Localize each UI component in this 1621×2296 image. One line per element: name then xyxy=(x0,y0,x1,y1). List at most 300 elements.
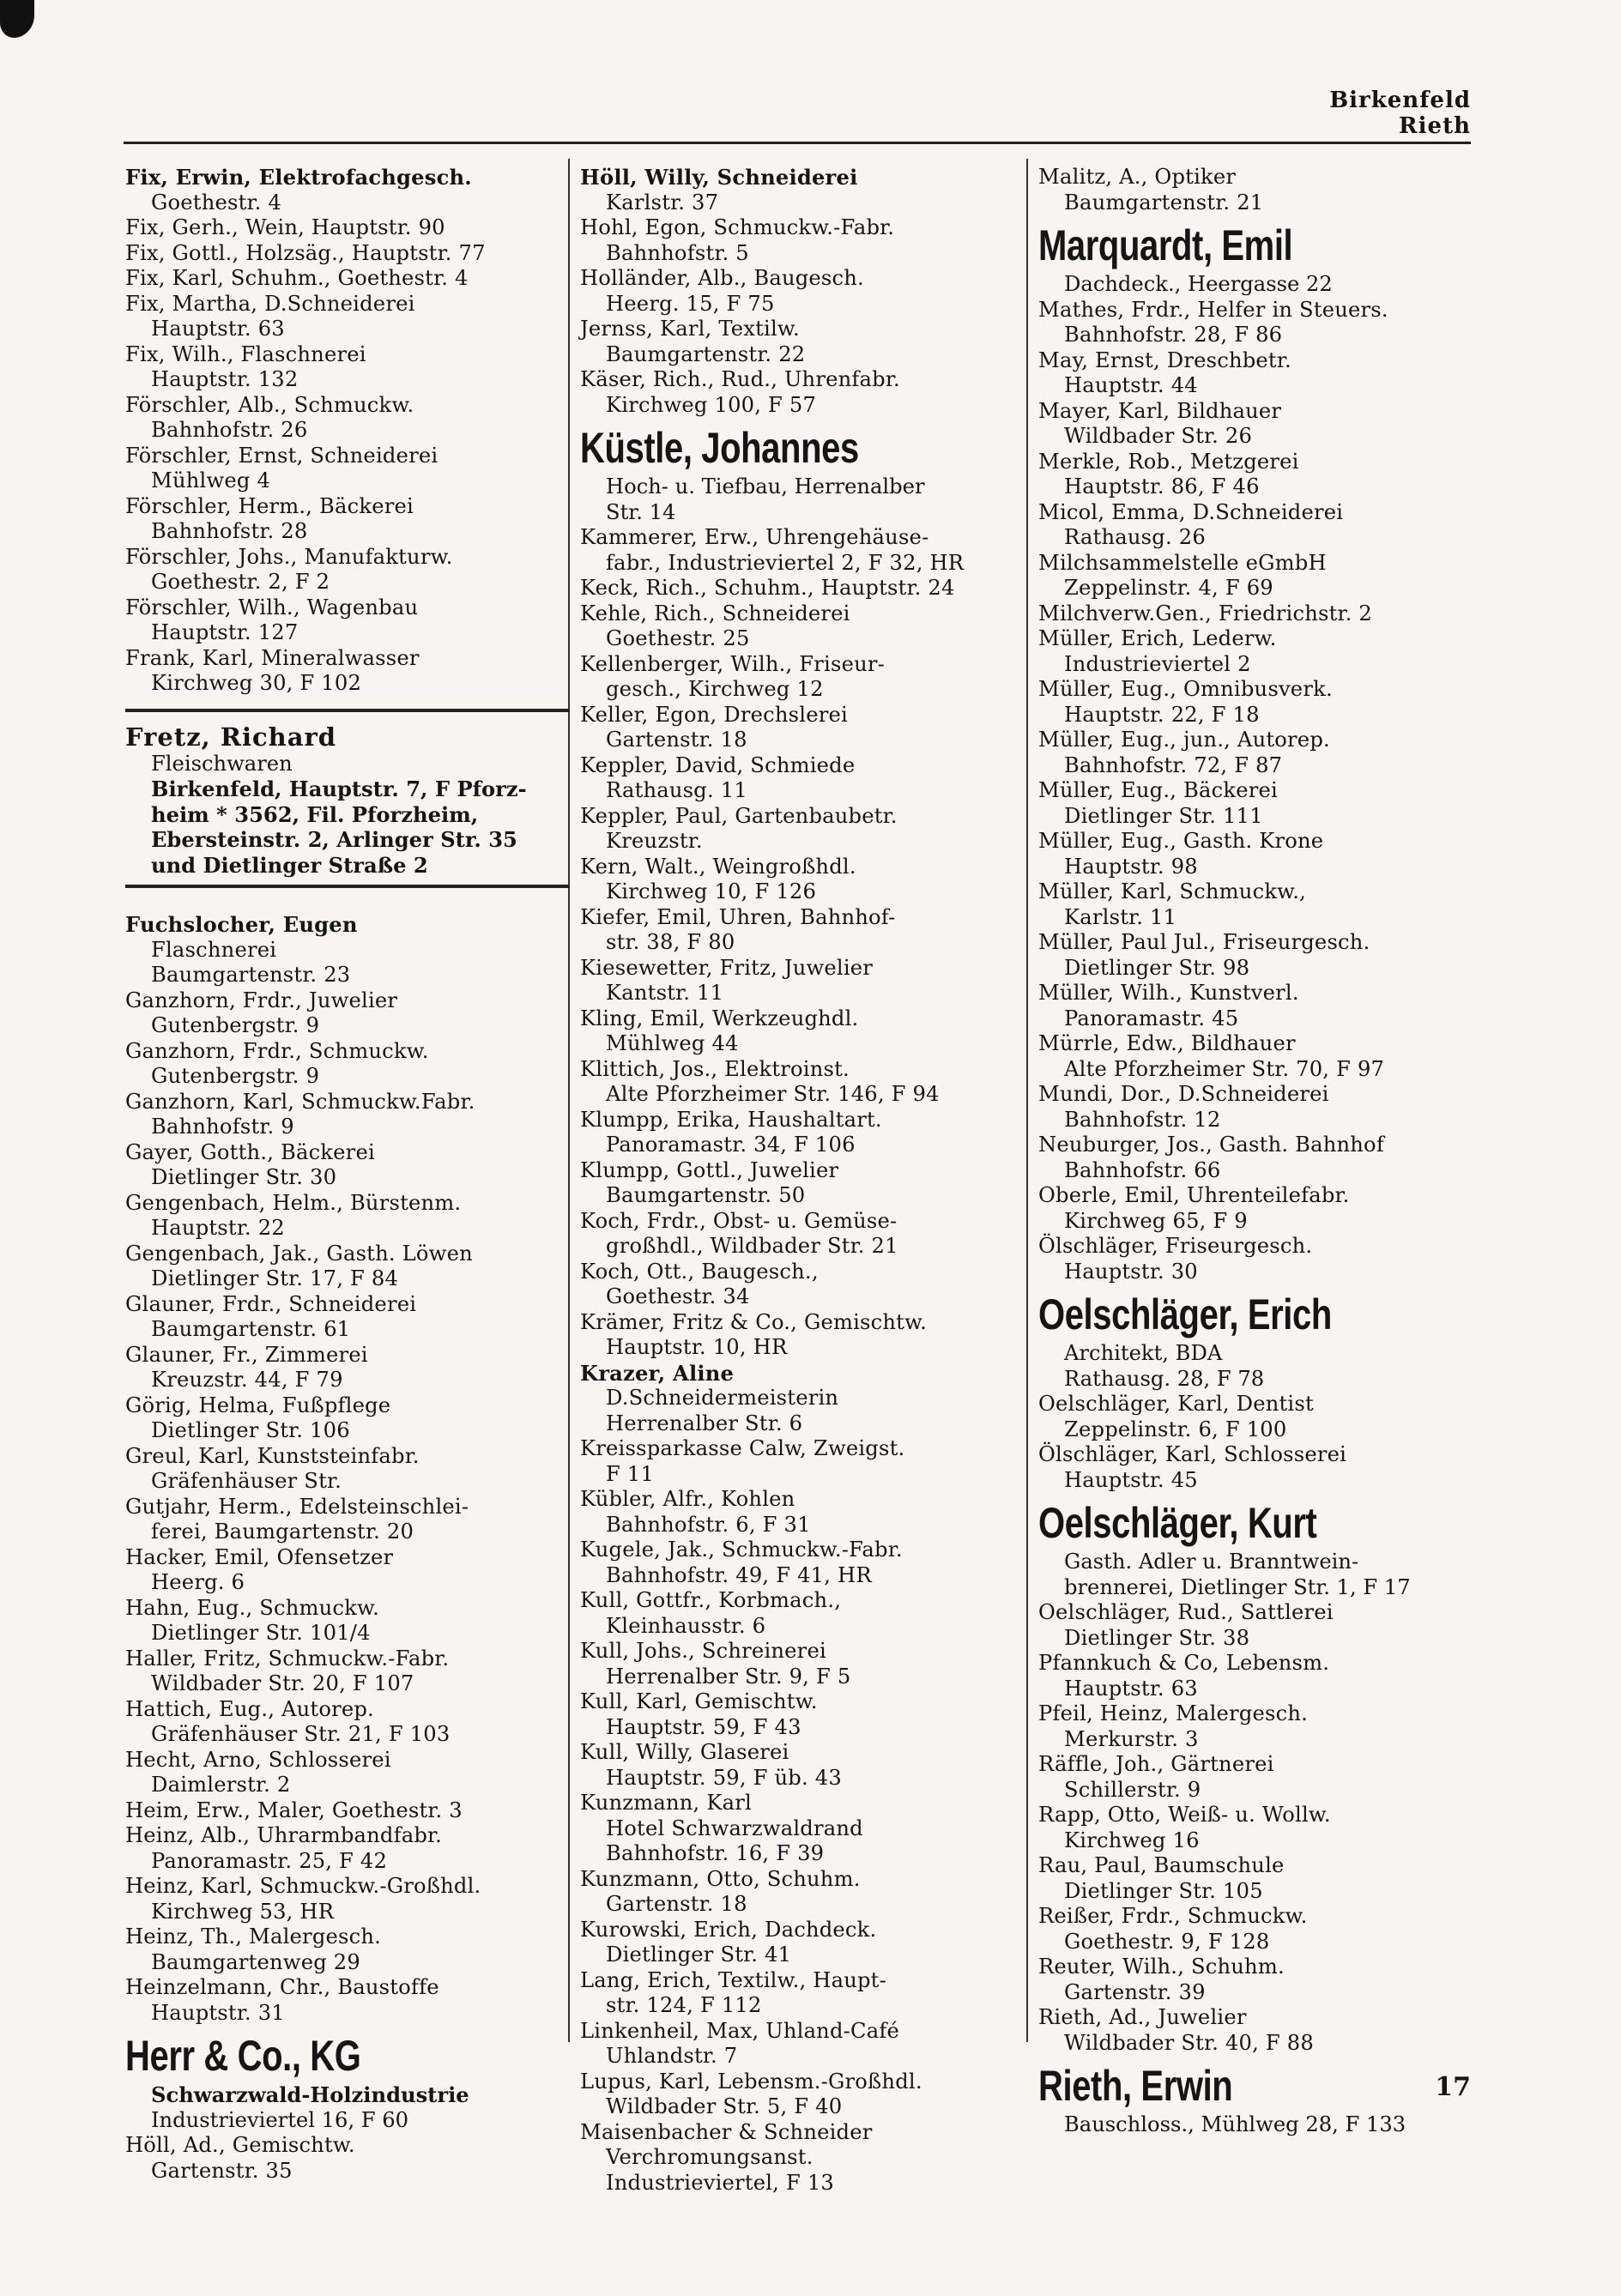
entry-detail: Schillerstr. 9 xyxy=(1064,1777,1201,1802)
entry-detail: Dietlinger Str. 41 xyxy=(606,1943,792,1967)
directory-entry xyxy=(125,1924,570,1975)
directory-entry xyxy=(125,266,570,292)
directory-entry xyxy=(580,956,1025,1006)
entry-name: Micol, Emma, D.Schneiderei xyxy=(1038,499,1344,524)
entry-detail: Karlstr. 11 xyxy=(1064,904,1177,929)
entry-name: Gutjahr, Herm., Edelsteinschlei- xyxy=(125,1494,469,1519)
directory-entry xyxy=(125,912,570,988)
featured-name: Marquardt, Emil xyxy=(1038,221,1293,269)
entry-name: Hattich, Eug., Autorep. xyxy=(125,1696,374,1721)
directory-entry xyxy=(125,1090,570,1140)
entry-detail: Hauptstr. 127 xyxy=(151,620,299,644)
entry-list xyxy=(1038,1600,1483,2056)
entry-name: Kugele, Jak., Schmuckw.-Fabr. xyxy=(580,1538,903,1562)
directory-entry xyxy=(1038,677,1483,728)
entry-name: Kull, Johs., Schreinerei xyxy=(580,1639,826,1663)
entry-name: Fuchslocher, Eugen xyxy=(125,912,358,937)
entry-name: Reißer, Frdr., Schmuckw. xyxy=(1038,1904,1308,1928)
directory-entry xyxy=(125,545,570,595)
entry-detail: Goethestr. 4 xyxy=(151,190,282,214)
directory-entry xyxy=(1038,1031,1483,1082)
entry-detail: Kirchweg 65, F 9 xyxy=(1064,1208,1248,1233)
entry-detail: Gartenstr. 35 xyxy=(151,2158,293,2183)
column-1 xyxy=(125,165,570,2184)
directory-entry xyxy=(125,342,570,393)
directory-entry xyxy=(1038,1392,1483,1442)
entry-name: Förschler, Alb., Schmuckw. xyxy=(125,392,414,417)
entry-detail: Kantstr. 11 xyxy=(606,981,724,1005)
directory-entry xyxy=(1038,1752,1483,1803)
directory-entry xyxy=(125,215,570,241)
directory-entry xyxy=(580,2069,1025,2120)
entry-name: Rau, Paul, Baumschule xyxy=(1038,1853,1285,1877)
directory-entry xyxy=(125,1596,570,1646)
directory-entry xyxy=(1038,399,1483,450)
entry-detail: Gartenstr. 18 xyxy=(606,1892,747,1916)
entry-name: Kammerer, Erw., Uhrengehäuse- xyxy=(580,525,929,549)
entry-detail: Dietlinger Str. 106 xyxy=(151,1418,350,1442)
entry-name: Milchsammelstelle eGmbH xyxy=(1038,550,1327,575)
entry-name: Milchverw.Gen., Friedrichstr. 2 xyxy=(1038,601,1373,625)
entry-detail: Hauptstr. 22 xyxy=(151,1216,285,1240)
entry-detail: Dietlinger Str. 38 xyxy=(1064,1625,1250,1650)
entry-name: Höll, Ad., Gemischtw. xyxy=(125,2133,355,2157)
entry-name: Pfannkuch & Co, Lebensm. xyxy=(1038,1651,1330,1675)
directory-entry xyxy=(580,1361,1025,1437)
entry-detail: Bahnhofstr. 28, F 86 xyxy=(1064,323,1283,347)
entry-name: Hacker, Emil, Ofensetzer xyxy=(125,1544,394,1569)
entry-detail: Hauptstr. 30 xyxy=(1064,1259,1198,1284)
entry-detail: Karlstr. 37 xyxy=(606,190,719,214)
entry-detail: Dietlinger Str. 98 xyxy=(1064,955,1250,980)
entry-name: Heinz, Karl, Schmuckw.-Großhdl. xyxy=(125,1874,481,1898)
entry-detail: Gräfenhäuser Str. 21, F 103 xyxy=(151,1722,451,1746)
entry-name: Maisenbacher & Schneider xyxy=(580,2119,873,2144)
entry-detail: Kirchweg 100, F 57 xyxy=(606,392,817,417)
ad-line: Birkenfeld, Hauptstr. 7, F Pforz- xyxy=(151,776,527,801)
directory-entry xyxy=(1038,930,1483,981)
entry-detail: Bahnhofstr. 6, F 31 xyxy=(606,1512,811,1537)
entry-name: Ölschläger, Friseurgesch. xyxy=(1038,1234,1313,1258)
entry-name: Kunzmann, Karl xyxy=(580,1791,752,1815)
directory-entry xyxy=(125,2133,570,2184)
directory-entry xyxy=(125,444,570,494)
entry-detail: Mühlweg 4 xyxy=(151,468,271,492)
entry-name: Fix, Erwin, Elektrofachgesch. xyxy=(125,165,472,190)
featured-line: Dachdeck., Heergasse 22 xyxy=(1064,272,1333,296)
directory-entry xyxy=(125,1545,570,1596)
entry-detail: Hauptstr. 31 xyxy=(151,2000,285,2025)
directory-entry xyxy=(580,1689,1025,1740)
entry-name: Heinz, Th., Malergesch. xyxy=(125,1924,382,1949)
directory-entry xyxy=(580,753,1025,804)
entry-name: Heim, Erw., Maler, Goethestr. 3 xyxy=(125,1798,463,1822)
entry-name: Görig, Helma, Fußpflege xyxy=(125,1393,391,1417)
directory-entry xyxy=(580,1436,1025,1487)
directory-entry xyxy=(125,1292,570,1343)
directory-entry xyxy=(125,1697,570,1748)
featured-line: Rathausg. 28, F 78 xyxy=(1064,1366,1265,1391)
entry-detail: Gartenstr. 18 xyxy=(606,728,747,752)
directory-entry xyxy=(580,1108,1025,1158)
directory-entry xyxy=(1038,778,1483,829)
entry-name: Hahn, Eug., Schmuckw. xyxy=(125,1595,379,1620)
entry-name: Keppler, Paul, Gartenbaubetr. xyxy=(580,803,898,828)
entry-detail: Goethestr. 25 xyxy=(606,626,750,650)
directory-entry xyxy=(1038,981,1483,1031)
entry-name: Linkenheil, Max, Uhland-Café xyxy=(580,2018,900,2043)
directory-entry xyxy=(580,855,1025,905)
entry-detail: Hotel Schwarzwaldrand xyxy=(606,1816,863,1840)
entry-name: Krämer, Fritz & Co., Gemischtw. xyxy=(580,1309,928,1334)
entry-detail: Heerg. 6 xyxy=(151,1570,245,1594)
directory-entry xyxy=(580,1487,1025,1538)
directory-entry xyxy=(125,1798,570,1824)
entry-name: Fix, Wilh., Flaschnerei xyxy=(125,341,366,366)
entry-name: Müller, Karl, Schmuckw., xyxy=(1038,879,1306,903)
directory-entry xyxy=(1038,1955,1483,2005)
entry-detail: Dietlinger Str. 30 xyxy=(151,1165,337,1189)
entry-name: Keppler, David, Schmiede xyxy=(580,752,856,777)
entry-name: Gengenbach, Jak., Gasth. Löwen xyxy=(125,1241,473,1266)
ad-line: heim * 3562, Fil. Pforzheim, xyxy=(151,801,479,827)
directory-entry xyxy=(580,652,1025,703)
entry-detail: Goethestr. 34 xyxy=(606,1284,750,1308)
column-3 xyxy=(1038,165,1483,2138)
entry-detail: str. 38, F 80 xyxy=(606,930,735,954)
directory-entry xyxy=(1038,829,1483,879)
entry-list xyxy=(1038,298,1483,1285)
entry-name: Glauner, Fr., Zimmerei xyxy=(125,1342,368,1367)
ad-line: und Dietlinger Straße 2 xyxy=(151,852,428,878)
entry-detail: Hauptstr. 63 xyxy=(151,317,285,341)
entry-detail: Bahnhofstr. 26 xyxy=(151,418,308,442)
entry-detail: Rathausg. 26 xyxy=(1064,525,1206,549)
entry-detail: Hauptstr. 45 xyxy=(1064,1467,1198,1492)
directory-entry xyxy=(580,1791,1025,1867)
entry-name: Keller, Egon, Drechslerei xyxy=(580,702,848,727)
directory-entry xyxy=(125,595,570,646)
featured-line: Hoch- u. Tiefbau, Herrenalber xyxy=(606,474,925,498)
entry-name: Ölschläger, Karl, Schlosserei xyxy=(1038,1442,1347,1466)
entry-detail: Zeppelinstr. 6, F 100 xyxy=(1064,1417,1287,1441)
directory-entry xyxy=(1038,1853,1483,1904)
entry-detail: Bahnhofstr. 28 xyxy=(151,519,308,543)
entry-name: Kehle, Rich., Schneiderei xyxy=(580,601,850,625)
entry-detail: Kirchweg 10, F 126 xyxy=(606,879,817,903)
directory-entry xyxy=(1038,1234,1483,1284)
entry-detail: Wildbader Str. 26 xyxy=(1064,424,1253,448)
entry-name: Kull, Karl, Gemischtw. xyxy=(580,1689,818,1713)
entry-name: Kull, Gottfr., Korbmach., xyxy=(580,1588,842,1612)
directory-entry xyxy=(125,1242,570,1292)
entry-list xyxy=(580,165,1025,418)
entry-detail: Panoramastr. 25, F 42 xyxy=(151,1848,388,1873)
entry-detail: Hauptstr. 98 xyxy=(1064,854,1198,879)
entry-detail: Daimlerstr. 2 xyxy=(151,1773,291,1797)
entry-name: Reuter, Wilh., Schuhm. xyxy=(1038,1955,1285,1979)
entry-detail: Baumgartenstr. 50 xyxy=(606,1183,806,1207)
entry-name: Pfeil, Heinz, Malergesch. xyxy=(1038,1701,1309,1725)
entry-name: Kellenberger, Wilh., Friseur- xyxy=(580,651,886,676)
entry-name: Kull, Willy, Glaserei xyxy=(580,1740,789,1764)
directory-entry xyxy=(580,576,1025,601)
directory-entry xyxy=(1038,1183,1483,1234)
entry-detail: Gartenstr. 39 xyxy=(1064,1979,1206,2004)
directory-entry xyxy=(1038,1082,1483,1133)
entry-detail: Hauptstr. 44 xyxy=(1064,373,1198,397)
entry-detail: Baumgartenweg 29 xyxy=(151,1949,360,1974)
ad-line: Fleischwaren xyxy=(151,751,293,776)
directory-entry xyxy=(580,266,1025,317)
entry-detail: Bahnhofstr. 49, F 41, HR xyxy=(606,1562,872,1587)
entry-detail: Kleinhausstr. 6 xyxy=(606,1613,766,1638)
page-header xyxy=(1329,88,1471,139)
directory-entry xyxy=(125,165,570,215)
directory-entry xyxy=(580,703,1025,753)
featured-name: Herr & Co., KG xyxy=(125,2032,361,2080)
directory-entry xyxy=(125,1975,570,2026)
entry-detail: Industrieviertel 2 xyxy=(1064,651,1251,676)
directory-entry xyxy=(125,1444,570,1495)
entry-name: Müller, Eug., Omnibusverk. xyxy=(1038,677,1333,701)
entry-detail: str. 124, F 112 xyxy=(606,1993,762,2017)
entry-name: Kübler, Alfr., Kohlen xyxy=(580,1487,795,1511)
entry-detail: Uhlandstr. 7 xyxy=(606,2044,738,2068)
entry-detail: Wildbader Str. 5, F 40 xyxy=(606,2094,843,2118)
entry-name: Mayer, Karl, Bildhauer xyxy=(1038,398,1282,423)
entry-name: Rapp, Otto, Weiß- u. Wollw. xyxy=(1038,1803,1331,1827)
entry-detail: Alte Pforzheimer Str. 70, F 97 xyxy=(1064,1056,1385,1081)
entry-detail: Bahnhofstr. 66 xyxy=(1064,1157,1221,1182)
directory-entry xyxy=(125,393,570,444)
entry-name: Förschler, Wilh., Wagenbau xyxy=(125,595,419,619)
entry-detail: Panoramastr. 45 xyxy=(1064,1006,1239,1030)
entry-name: Mundi, Dor., D.Schneiderei xyxy=(1038,1082,1329,1106)
directory-entry xyxy=(1038,728,1483,778)
directory-entry xyxy=(1038,1904,1483,1955)
directory-entry xyxy=(125,646,570,697)
directory-entry xyxy=(1038,298,1483,348)
entry-name: Müller, Paul Jul., Friseurgesch. xyxy=(1038,930,1370,954)
directory-entry xyxy=(580,2019,1025,2069)
ad-name: Fretz, Richard xyxy=(125,722,337,752)
entry-detail: Baumgartenstr. 23 xyxy=(151,963,351,987)
entry-detail: Merkurstr. 3 xyxy=(1064,1726,1199,1751)
entry-name: Klumpp, Gottl., Juwelier xyxy=(580,1157,839,1182)
entry-detail: Bahnhofstr. 16, F 39 xyxy=(606,1841,825,1865)
entry-name: Lang, Erich, Textilw., Haupt- xyxy=(580,1967,886,1992)
directory-entry xyxy=(1038,626,1483,677)
directory-entry xyxy=(580,1740,1025,1791)
directory-entry xyxy=(580,1918,1025,1968)
entry-name: Oelschläger, Karl, Dentist xyxy=(1038,1392,1314,1416)
entry-detail: Zeppelinstr. 4, F 69 xyxy=(1064,576,1273,600)
directory-entry xyxy=(580,1867,1025,1918)
entry-name: Mathes, Frdr., Helfer in Steuers. xyxy=(1038,297,1388,322)
directory-entry xyxy=(580,905,1025,956)
entry-name: Ganzhorn, Frdr., Schmuckw. xyxy=(125,1038,429,1063)
directory-entry xyxy=(125,988,570,1039)
entry-detail: Panoramastr. 34, F 106 xyxy=(606,1133,856,1157)
entry-detail: Dietlinger Str. 101/4 xyxy=(151,1621,371,1645)
entry-name: Jernss, Karl, Textilw. xyxy=(580,317,800,341)
directory-entry xyxy=(1038,1600,1483,1651)
directory-entry xyxy=(580,804,1025,855)
entry-detail: Hauptstr. 86, F 46 xyxy=(1064,474,1260,498)
entry-name: Haller, Fritz, Schmuckw.-Fabr. xyxy=(125,1646,450,1671)
ad-line: Ebersteinstr. 2, Arlinger Str. 35 xyxy=(151,827,517,852)
directory-entry xyxy=(1038,1803,1483,1853)
entry-detail: Gräfenhäuser Str. xyxy=(151,1469,342,1493)
entry-detail: Herrenalber Str. 9, F 5 xyxy=(606,1664,851,1689)
entry-name: Höll, Willy, Schneiderei xyxy=(580,165,858,190)
entry-name: Fix, Karl, Schuhm., Goethestr. 4 xyxy=(125,266,469,290)
featured-name: Küstle, Johannes xyxy=(580,424,859,472)
featured-name: Rieth, Erwin xyxy=(1038,2062,1233,2110)
entry-detail: gesch., Kirchweg 12 xyxy=(606,677,824,701)
entry-name: Gayer, Gotth., Bäckerei xyxy=(125,1139,375,1164)
directory-entry xyxy=(125,1191,570,1242)
header-place: Birkenfeld xyxy=(1329,88,1471,113)
entry-name: Glauner, Frdr., Schneiderei xyxy=(125,1291,417,1316)
entry-name: Rieth, Ad., Juwelier xyxy=(1038,2005,1247,2029)
entry-name: Kurowski, Erich, Dachdeck. xyxy=(580,1917,877,1942)
featured-name: Oelschläger, Erich xyxy=(1038,1290,1332,1338)
entry-name: Malitz, A., Optiker xyxy=(1038,165,1237,189)
entry-name: Klumpp, Erika, Haushaltart. xyxy=(580,1107,882,1132)
entry-name: Förschler, Ernst, Schneiderei xyxy=(125,443,439,468)
entry-detail: Kreuzstr. 44, F 79 xyxy=(151,1368,343,1392)
entry-name: Koch, Ott., Baugesch., xyxy=(580,1259,819,1284)
directory-entry xyxy=(1038,450,1483,500)
entry-name: Heinz, Alb., Uhrarmbandfabr. xyxy=(125,1823,443,1847)
entry-detail: Rathausg. 11 xyxy=(606,778,747,802)
entry-name: Krazer, Aline xyxy=(580,1360,735,1386)
entry-detail: Goethestr. 9, F 128 xyxy=(1064,1929,1270,1954)
directory-entry xyxy=(125,1646,570,1697)
entry-detail: F 11 xyxy=(606,1461,655,1486)
featured-line: Str. 14 xyxy=(606,499,676,524)
entry-name: Heinzelmann, Chr., Baustoffe xyxy=(125,1975,439,1999)
entry-detail: Hauptstr. 59, F 43 xyxy=(606,1714,801,1739)
directory-entry xyxy=(580,1310,1025,1361)
entry-detail: ferei, Baumgartenstr. 20 xyxy=(151,1520,414,1544)
entry-name: Kiefer, Emil, Uhren, Bahnhof- xyxy=(580,904,896,929)
entry-list xyxy=(1038,165,1483,215)
directory-entry xyxy=(580,1209,1025,1260)
directory-entry xyxy=(1038,1442,1483,1493)
directory-entry xyxy=(1038,879,1483,930)
entry-name: Förschler, Herm., Bäckerei xyxy=(125,493,414,518)
directory-entry xyxy=(580,1158,1025,1209)
featured-line: Industrieviertel 16, F 60 xyxy=(151,2107,409,2132)
entry-detail: Wildbader Str. 20, F 107 xyxy=(151,1671,414,1695)
directory-entry xyxy=(1038,165,1483,215)
directory-entry xyxy=(1038,2005,1483,2056)
entry-detail: Dietlinger Str. 111 xyxy=(1064,803,1263,828)
entry-detail: Bahnhofstr. 5 xyxy=(606,240,749,265)
entry-detail: Hauptstr. 132 xyxy=(151,367,299,391)
directory-entry xyxy=(1038,601,1483,627)
entry-name: Fix, Martha, D.Schneiderei xyxy=(125,291,415,316)
entry-name: Frank, Karl, Mineralwasser xyxy=(125,645,420,670)
directory-entry xyxy=(580,1057,1025,1108)
directory-entry xyxy=(580,525,1025,576)
entry-detail: Herrenalber Str. 6 xyxy=(606,1411,803,1435)
entry-name: Kern, Walt., Weingroßhdl. xyxy=(580,854,856,879)
directory-entry xyxy=(125,1140,570,1191)
column-divider xyxy=(1026,159,1028,2042)
entry-name: Keck, Rich., Schuhm., Hauptstr. 24 xyxy=(580,576,955,600)
featured-line: brennerei, Dietlinger Str. 1, F 17 xyxy=(1064,1574,1411,1599)
directory-entry xyxy=(1038,1133,1483,1183)
entry-name: Ganzhorn, Frdr., Juwelier xyxy=(125,988,398,1012)
entry-name: Müller, Eug., jun., Autorep. xyxy=(1038,728,1330,752)
directory-entry xyxy=(580,317,1025,367)
featured-line: Schwarzwald-Holzindustrie xyxy=(151,2082,469,2107)
entry-detail: Gutenbergstr. 9 xyxy=(151,1064,320,1088)
directory-entry xyxy=(580,601,1025,652)
entry-name: Gengenbach, Helm., Bürstenm. xyxy=(125,1190,462,1215)
featured-line: Gasth. Adler u. Branntwein- xyxy=(1064,1550,1359,1574)
directory-entry xyxy=(125,1343,570,1393)
entry-name: Fix, Gottl., Holzsäg., Hauptstr. 77 xyxy=(125,240,486,265)
entry-detail: Hauptstr. 63 xyxy=(1064,1676,1198,1701)
featured-line: Bauschloss., Mühlweg 28, F 133 xyxy=(1064,2112,1406,2136)
entry-name: Oberle, Emil, Uhrenteilefabr. xyxy=(1038,1183,1350,1207)
entry-detail: Baumgartenstr. 22 xyxy=(606,341,806,366)
entry-detail: Industrieviertel, F 13 xyxy=(606,2170,835,2195)
entry-name: Oelschläger, Rud., Sattlerei xyxy=(1038,1600,1334,1624)
entry-detail: Kirchweg 53, HR xyxy=(151,1899,335,1924)
entry-detail: Heerg. 15, F 75 xyxy=(606,291,775,316)
entry-detail: Baumgartenstr. 21 xyxy=(1064,190,1264,214)
entry-name: Klittich, Jos., Elektroinst. xyxy=(580,1056,850,1081)
directory-entry xyxy=(580,1639,1025,1689)
column-2 xyxy=(580,165,1025,2196)
entry-detail: Mühlweg 44 xyxy=(606,1031,739,1055)
entry-name: Kling, Emil, Werkzeughdl. xyxy=(580,1006,859,1030)
entry-detail: Bahnhofstr. 72, F 87 xyxy=(1064,752,1283,777)
ink-blot xyxy=(0,0,34,38)
entry-name: Hecht, Arno, Schlosserei xyxy=(125,1747,391,1772)
directory-entry xyxy=(125,1039,570,1090)
entry-name: Räffle, Joh., Gärtnerei xyxy=(1038,1752,1274,1776)
header-range: Rieth xyxy=(1399,113,1471,139)
entry-detail: Kirchweg 16 xyxy=(1064,1828,1200,1852)
entry-detail: Gutenbergstr. 9 xyxy=(151,1013,320,1037)
entry-detail: Kreuzstr. xyxy=(606,829,703,853)
entry-name: Fix, Gerh., Wein, Hauptstr. 90 xyxy=(125,215,445,239)
entry-name: Müller, Erich, Lederw. xyxy=(1038,626,1277,650)
entry-name: Kreissparkasse Calw, Zweigst. xyxy=(580,1436,905,1460)
entry-name: Förschler, Johs., Manufakturw. xyxy=(125,544,453,569)
directory-entry xyxy=(1038,1701,1483,1752)
entry-name: Neuburger, Jos., Gasth. Bahnhof xyxy=(1038,1133,1384,1157)
entry-detail: Verchromungsanst. xyxy=(606,2145,814,2169)
directory-entry xyxy=(580,215,1025,266)
page-number: 17 xyxy=(1435,2072,1471,2102)
entry-detail: Bahnhofstr. 12 xyxy=(1064,1107,1221,1132)
entry-name: Koch, Frdr., Obst- u. Gemüse- xyxy=(580,1208,898,1233)
entry-name: Ganzhorn, Karl, Schmuckw.Fabr. xyxy=(125,1089,475,1114)
featured-name: Oelschläger, Kurt xyxy=(1038,1499,1317,1547)
entry-list xyxy=(125,165,570,697)
directory-entry xyxy=(1038,500,1483,551)
entry-name: Müller, Eug., Bäckerei xyxy=(1038,778,1278,802)
entry-name: Hohl, Egon, Schmuckw.-Fabr. xyxy=(580,215,895,239)
